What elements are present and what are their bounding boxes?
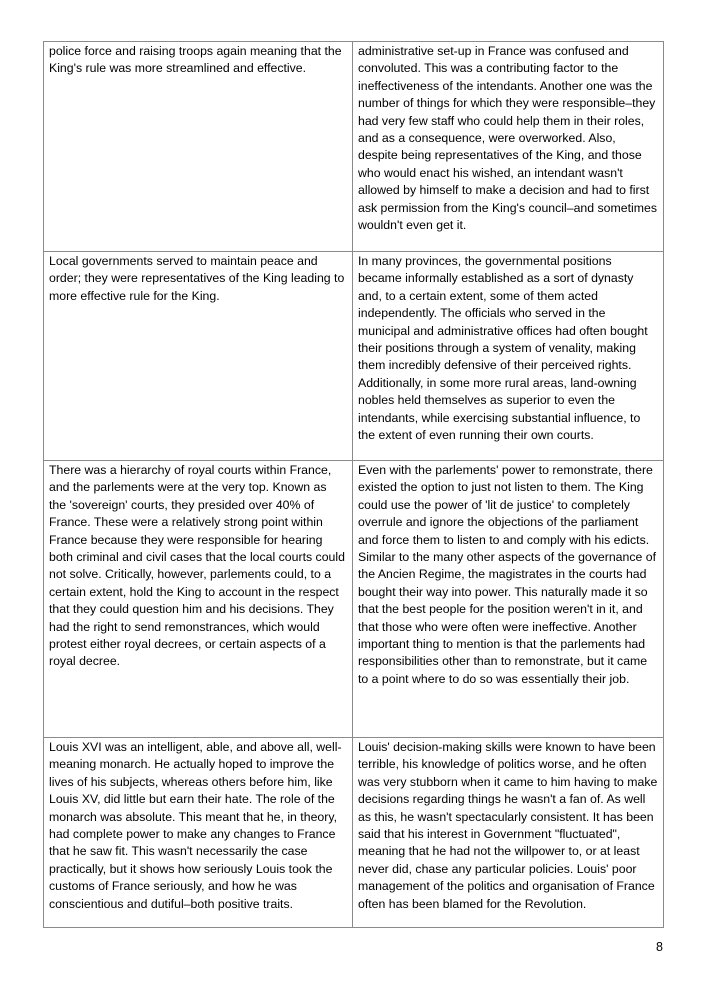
page-number: 8 <box>656 940 663 954</box>
strength-cell: Louis XVI was an intelligent, able, and above all, well-meaning monarch. He actually hoped to improve the lives of his subjects, whereas others before him, like Louis XV, did little but earn their hate. The role of the monarch was absolute. This meant that he, in theory, had complete power to make any changes to France that he saw fit. This wasn't necessarily the case practically, but it shows how seriously Louis took the customs of France seriously, and how he was conscientious and dutiful–both positive traits. <box>44 738 353 928</box>
weakness-cell: Louis' decision-making skills were known to have been terrible, his knowledge of politics worse, and he often was very stubborn when it came to him having to make decisions regarding things he wasn't a fan of. As well as this, he wasn't spectacularly consistent. It has been said that his interest in Government "fluctuated", meaning that he had not the willpower to, or at least never did, chase any particular policies. Louis' poor management of the politics and organisation of France often has been blamed for the Revolution. <box>353 738 664 928</box>
table-row <box>44 42 664 252</box>
strengths-weaknesses-table <box>43 41 664 928</box>
weakness-cell: administrative set-up in France was confused and convoluted. This was a contributing factor to the ineffectiveness of the intendants. Another one was the number of things for which they were responsible–they had very few staff who could help them in their roles, and as a consequence, were overworked. Also, despite being representatives of the King, and those who would enact his wished, an intendant wasn't allowed by himself to make a decision and had to first ask permission from the King's council–and sometimes wouldn't even get it. <box>353 42 664 252</box>
table-row <box>44 252 664 461</box>
strength-cell: Local governments served to maintain peace and order; they were representatives of the King leading to more effective rule for the King. <box>44 252 353 461</box>
table-row <box>44 738 664 928</box>
strength-cell: There was a hierarchy of royal courts within France, and the parlements were at the very top. Known as the 'sovereign' courts, they presided over 40% of France. These were a relatively strong point within France because they were responsible for hearing both criminal and civil cases that the local courts could not solve. Critically, however, parlements could, to a certain extent, hold the King to account in the respect that they could question him and his decisions. They had the right to send remonstrances, which would protest either royal decrees, or certain aspects of a royal decree. <box>44 461 353 738</box>
weakness-cell: Even with the parlements' power to remonstrate, there existed the option to just not listen to them. The King could use the power of 'lit de justice' to completely overrule and ignore the objections of the parliament and force them to listen to and comply with his edicts. Similar to the many other aspects of the governance of the Ancien Regime, the magistrates in the courts had bought their way into power. This naturally made it so that the best people for the position weren't in it, and that those who were often were ineffective. Another important thing to mention is that the parlements had responsibilities other than to remonstrate, but it came to a point where to do so was essentially their job. <box>353 461 664 738</box>
table-row <box>44 461 664 738</box>
strength-cell: police force and raising troops again meaning that the King's rule was more streamlined and effective. <box>44 42 353 252</box>
weakness-cell: In many provinces, the governmental positions became informally established as a sort of dynasty and, to a certain extent, some of them acted independently. The officials who served in the municipal and administrative offices had often bought their positions through a system of venality, making them incredibly defensive of their perceived rights. Additionally, in some more rural areas, land-owning nobles held themselves as superior to even the intendants, while exercising substantial influence, to the extent of even running their own courts. <box>353 252 664 461</box>
